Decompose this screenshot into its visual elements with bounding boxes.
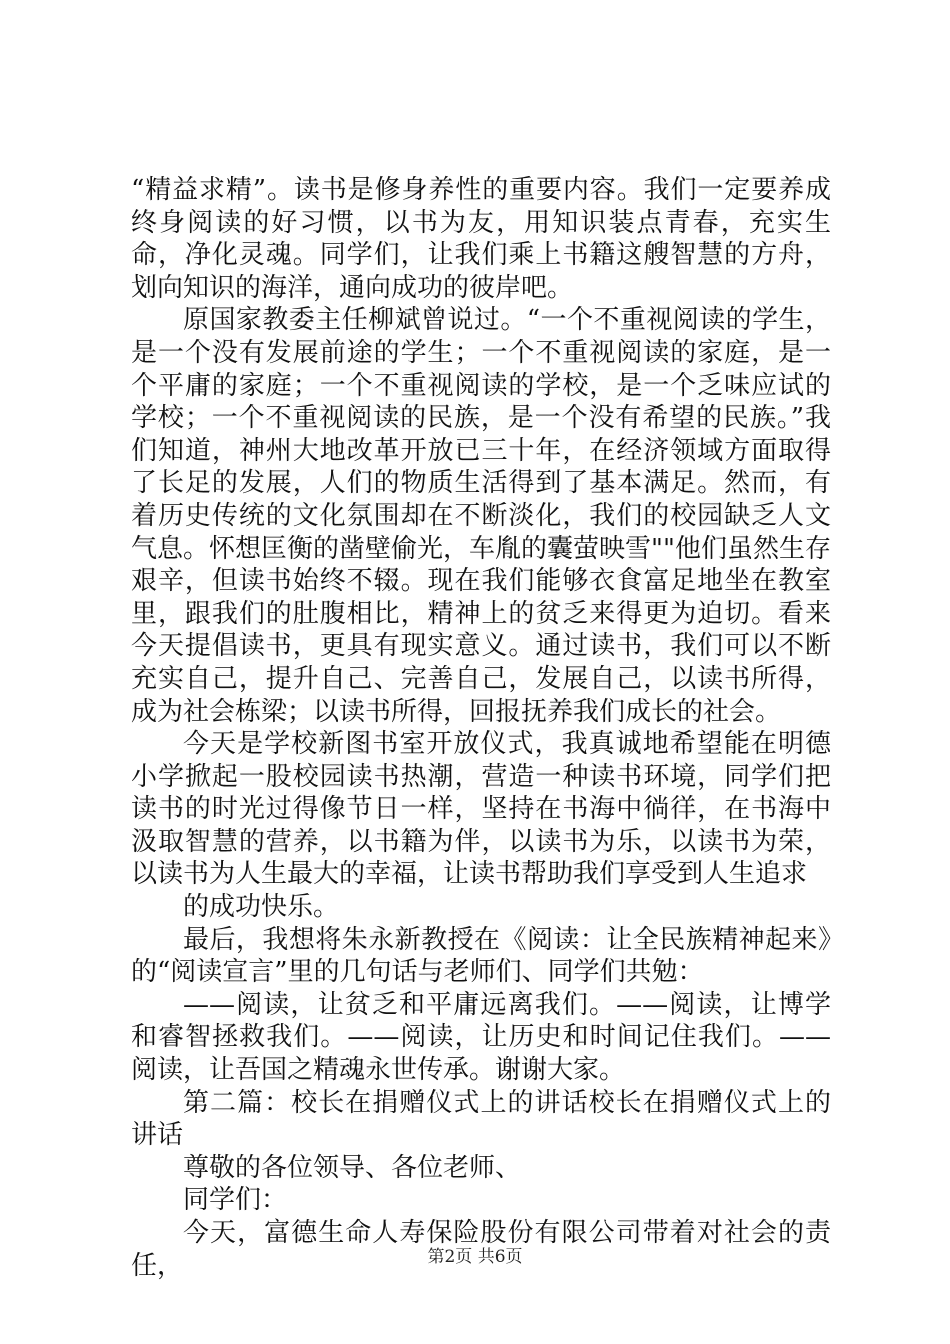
paragraph-5: 最后，我想将朱永新教授在《阅读：让全民族精神起来》的“阅读宣言”里的几句话与老师们、同学们共勉：	[131, 924, 831, 988]
paragraph-1: “精益求精”。读书是修身养性的重要内容。我们一定要养成终身阅读的好习惯，以书为友，用知识装点青春，充实生命，净化灵魂。同学们，让我们乘上书籍这艘智慧的方舟，划向知识的海洋，通向成功的彼岸吧。	[131, 175, 831, 303]
paragraph-4: 的成功快乐。	[183, 892, 340, 923]
page-number-footer: 第2页 共6页	[427, 1247, 523, 1267]
paragraph-6: ——阅读，让贫乏和平庸远离我们。——阅读，让博学和睿智拯救我们。——阅读，让历史和时间记住我们。——阅读，让吾国之精魂永世传承。谢谢大家。	[131, 989, 831, 1086]
section-heading: 第二篇：校长在捐赠仪式上的讲话校长在捐赠仪式上的讲话	[131, 1087, 831, 1151]
salutation-line-2: 同学们：	[183, 1185, 288, 1216]
salutation-line-1: 尊敬的各位领导、各位老师、	[183, 1152, 522, 1183]
paragraph-10: 今天，富德生命人寿保险股份有限公司带着对社会的责任，	[131, 1218, 831, 1281]
paragraph-3: 今天是学校新图书室开放仪式，我真诚地希望能在明德小学掀起一股校园读书热潮，营造一种读书环境，同学们把读书的时光过得像节日一样，坚持在书海中徜徉，在书海中汲取智慧的营养，以书籍为伴，以读书为乐，以读书为荣，以读书为人生最大的幸福，让读书帮助我们享受到人生追求	[131, 729, 831, 890]
paragraph-2: 原国家教委主任柳斌曾说过。“一个不重视阅读的学生，是一个没有发展前途的学生；一个不重视阅读的家庭，是一个平庸的家庭；一个不重视阅读的学校，是一个乏味应试的学校；一个不重视阅读的民族，是一个没有希望的民族。”我们知道，神州大地改革开放已三十年，在经济领域方面取得了长足的发展，人们的物质生活得到了基本满足。然而，有着历史传统的文化氛围却在不断淡化，我们的校园缺乏人文气息。怀想匡衡的凿壁偷光，车胤的囊萤映雪""他们虽然生存艰辛，但读书始终不辍。现在我们能够衣食富足地坐在教室里，跟我们的肚腹相比，精神上的贫乏来得更为迫切。看来今天提倡读书，更具有现实意义。通过读书，我们可以不断充实自己，提升自己、完善自己，发展自己，以读书所得，成为社会栋梁；以读书所得，回报抚养我们成长的社会。	[131, 305, 831, 727]
document-body	[131, 174, 831, 1282]
